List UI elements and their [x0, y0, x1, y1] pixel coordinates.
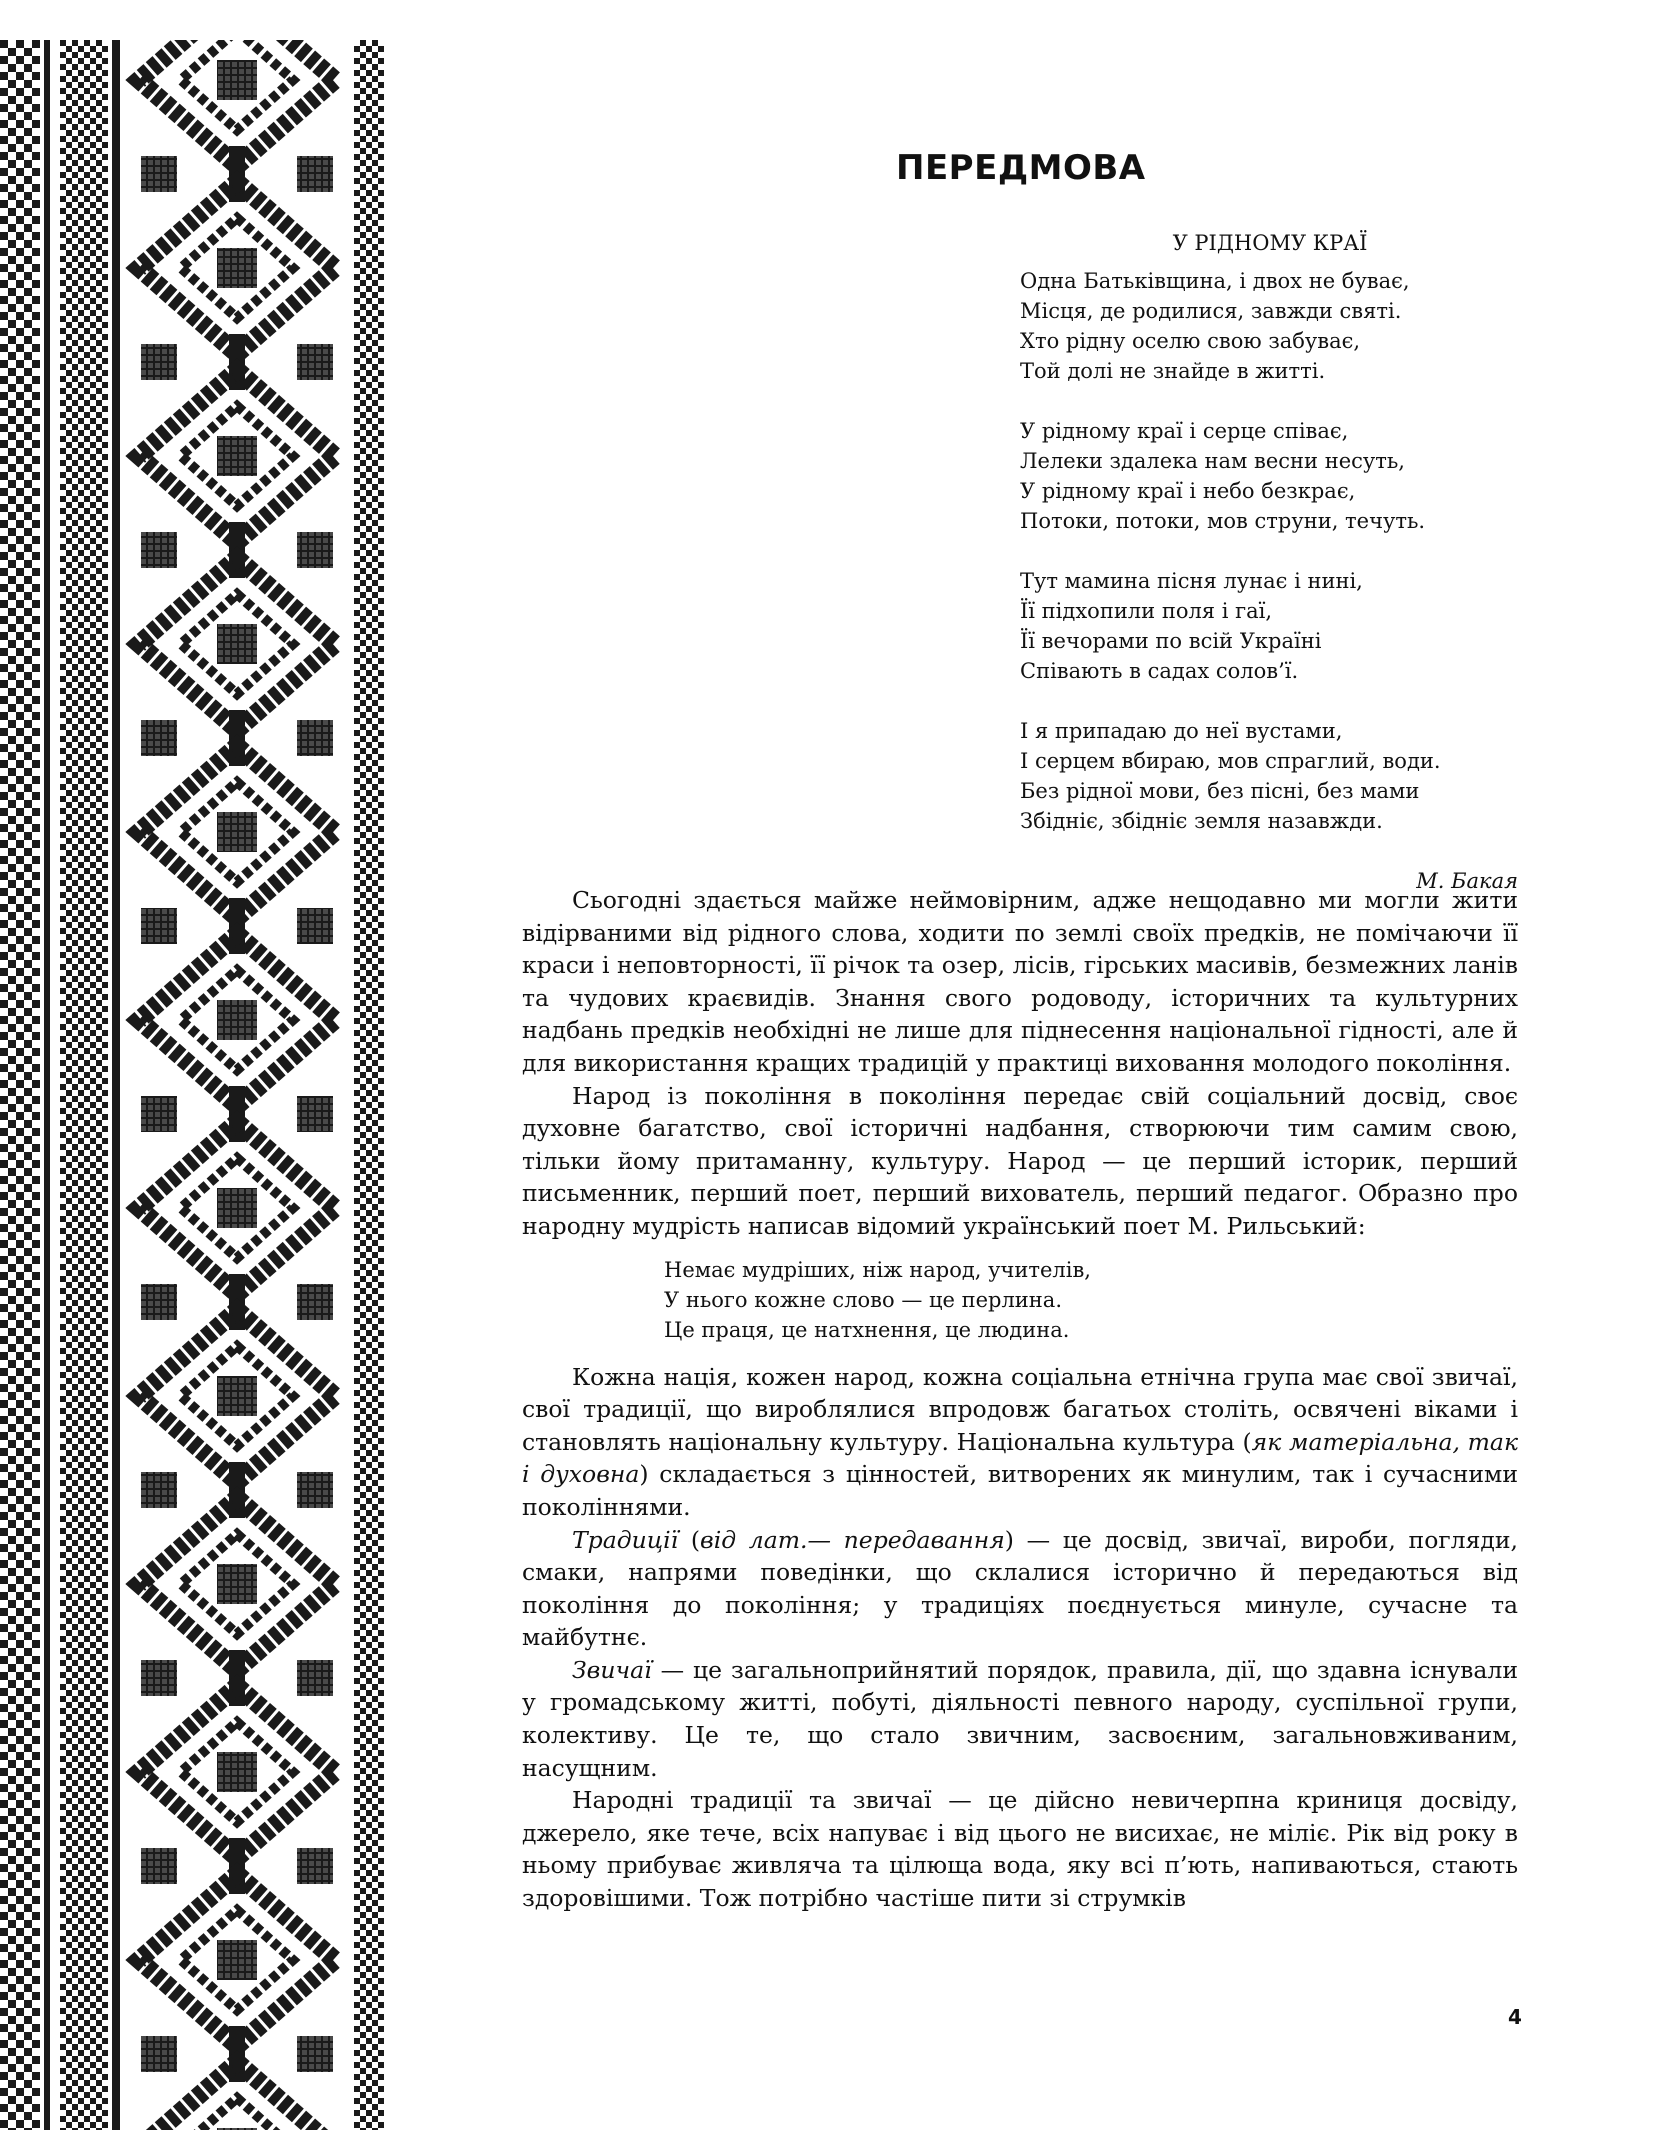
quote-line: Це праця, це натхнення, це людина.	[664, 1317, 1070, 1342]
poem-line: Потоки, потоки, мов струни, течуть.	[1020, 509, 1426, 533]
poem-line: Місця, де родилися, завжди святі.	[1020, 299, 1402, 323]
italic-run: як матеріальна, так і духовна	[522, 1427, 1518, 1489]
ornament-motifs	[139, 40, 335, 2130]
page-number: 4	[1508, 2005, 1522, 2029]
poem-stanza	[1020, 266, 1520, 386]
page-title: ПЕРЕДМОВА	[896, 148, 1146, 188]
paragraph: Сьогодні здається майже неймовірним, адже нещодавно ми могли жити відірваними від рідного слова, ходити по землі своїх предків, не помічаючи її краси і неповторності, її річок та озер, лісів, гірських масивів, безмежних ланів та чудових краєвидів. Знання свого родоводу, історичних та культурних надбань предків необхідні не лише для піднесення національної гідності, але й для використання кращих традицій у практиці виховання молодого покоління.	[522, 886, 1518, 1077]
poem-line: Без рідної мови, без пісні, без мами	[1020, 779, 1420, 803]
embroidery-ornament-border	[0, 40, 384, 2130]
text-run: — це загальноприйнятий порядок, правила, дії, що здавна існували у громадському житті, побуті, діяльності певного народу, суспільної групи, колективу. Це те, що стало звичним, засвоєним, загальновживаним, насущним.	[522, 1655, 1518, 1782]
term-traditions: Традиції	[572, 1525, 679, 1554]
main-text	[522, 884, 1518, 1915]
poem-line: Збідніє, збідніє земля назавжди.	[1020, 809, 1383, 833]
poem-line: У рідному краї і серце співає,	[1020, 419, 1349, 443]
poem-line: І серцем вбираю, мов спраглий, води.	[1020, 749, 1441, 773]
poem-stanza	[1020, 566, 1520, 686]
paragraph	[522, 1361, 1518, 1524]
ornament-left-line	[44, 40, 50, 2130]
text-run: Кожна нація, кожен народ, кожна соціальна етнічна група має свої звичаї, свої традиції, що вироблялися впродовж багатьох століть, освячені віками і становлять національну культуру. Національна культура (	[522, 1362, 1518, 1456]
text-run: ) складається з цінностей, витворених як минулим, так і сучасними поколіннями.	[522, 1460, 1518, 1521]
poem-title: У РІДНОМУ КРАЇ	[1172, 231, 1368, 255]
poem-line: Співають в садах солов’ї.	[1020, 659, 1299, 683]
poem-line: Її підхопили поля і гаї,	[1020, 599, 1273, 623]
paragraph	[522, 1654, 1518, 1784]
paragraph	[522, 1524, 1518, 1654]
rylsky-quote	[664, 1255, 1518, 1345]
poem-line: У рідному краї і небо безкрає,	[1020, 479, 1356, 503]
poem-line: І я припадаю до неї вустами,	[1020, 719, 1343, 743]
paragraph: Народ із покоління в покоління передає свій соціальний досвід, своє духовне багатство, свої історичні надбання, створюючи тим самим свою, тільки йому притаманну, культуру. Народ — це перший історик, перший письменник, перший поет, перший вихователь, перший педагог. Образно про народну мудрість написав відомий український поет М. Рильський:	[522, 1081, 1518, 1240]
text-run: (	[678, 1525, 701, 1554]
poem-stanza	[1020, 716, 1520, 836]
ornament-inner-strip	[60, 40, 108, 2130]
poem-line: Тут мамина пісня лунає і нині,	[1020, 569, 1363, 593]
poem-line: Той долі не знайде в житті.	[1020, 359, 1326, 383]
term-customs: Звичаї	[572, 1655, 652, 1684]
italic-run: від лат.— передавання	[700, 1525, 1005, 1554]
diamond-motif	[139, 2062, 335, 2130]
paragraph: Народні традиції та звичаї — це дійсно невичерпна криниця досвіду, джерело, яке тече, всіх напуває і від цього не висихає, не міліє. Рік від року в ньому прибуває живляча та цілюща вода, яку всі п’ють, напиваються, стають здоровішими. Тож потрібно частіше пити зі струмків	[522, 1786, 1518, 1913]
poem-line: Лелеки здалека нам весни несуть,	[1020, 449, 1405, 473]
poem-line: Хто рідну оселю свою забуває,	[1020, 329, 1361, 353]
poem-line: Одна Батьківщина, і двох не буває,	[1020, 269, 1410, 293]
ornament-right-strip	[354, 40, 384, 2130]
quote-line: У нього кожне слово — це перлина.	[664, 1287, 1062, 1312]
text-run: ) — це досвід, звичаї, вироби, погляди, смаки, напрями поведінки, що склалися історично й передаються від покоління до покоління; у традиціях поєднується минуле, сучасне та майбутнє.	[522, 1525, 1519, 1652]
poem-line: Її вечорами по всій Україні	[1020, 629, 1322, 653]
poem-author: М. Бакая	[1416, 869, 1518, 893]
epigraph-poem	[1020, 228, 1520, 896]
ornament-left-strip	[0, 40, 40, 2130]
poem-stanza	[1020, 416, 1520, 536]
quote-line: Немає мудріших, ніж народ, учителів,	[664, 1257, 1091, 1282]
ornament-inner-line	[112, 40, 120, 2130]
